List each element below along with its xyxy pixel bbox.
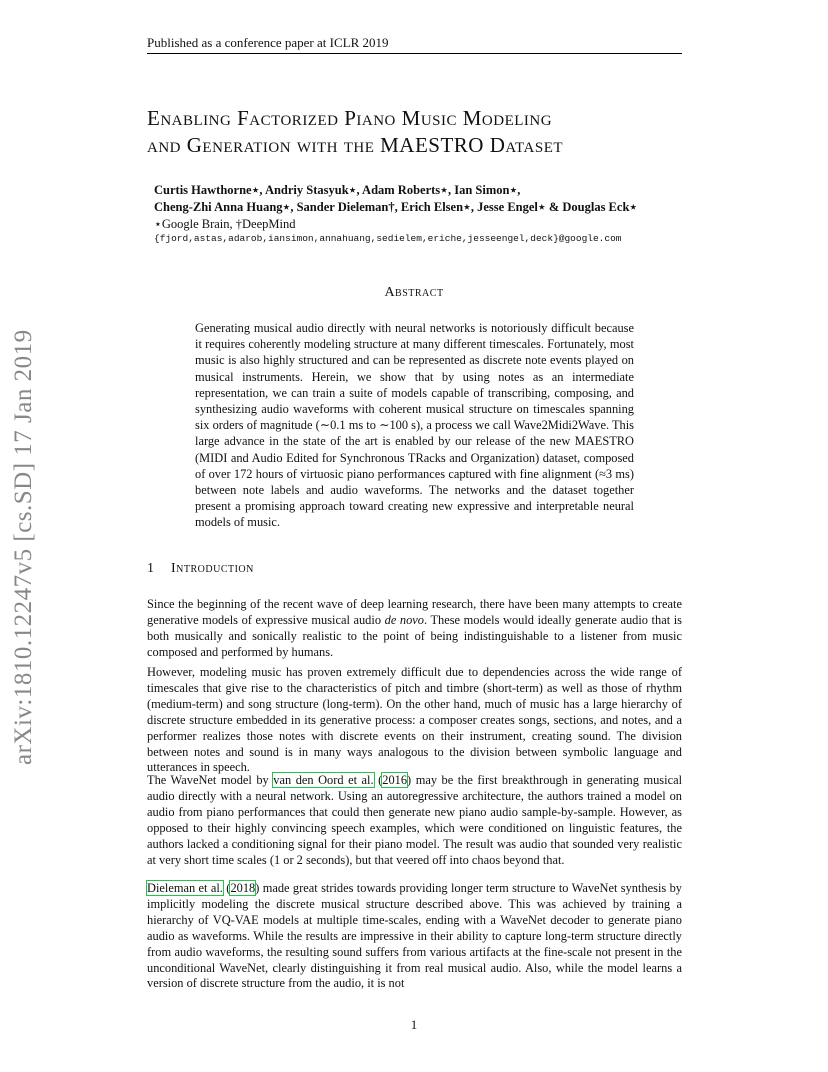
citation-link-dieleman[interactable]: Dieleman et al. [147, 881, 223, 895]
page-number: 1 [410, 1017, 418, 1032]
header-rule [147, 53, 682, 54]
abstract-text: Generating musical audio directly with neural networks is notoriously difficult because it requires coherently modeling structure at many different timescales. Fortunately, most music is also highly structured and can be represented as discrete note events played on musical instruments. Herein, we show that by using notes as an intermediate representation, we can train a suite of models capable of transcribing, composing, and synthesizing audio waveforms with coherent musical structure on timescales spanning six orders of magnitude (∼0.1 ms to ∼100 s), a process we call Wave2Midi2Wave. This large advance in the state of the art is enabled by our release of the new MAESTRO (MIDI and Audio Edited for Synchronous TRacks and Organization) dataset, composed of over 172 hours of virtuosic piano performances captured with fine alignment (≈3 ms) between note labels and audio waveforms. The networks and the dataset together present a promising approach toward creating new expressive and interpretable neural models of music. [195, 321, 634, 530]
section-heading-introduction [147, 561, 254, 577]
intro-paragraph-1 [147, 597, 682, 661]
intro-paragraph-4: Dieleman et al. (2018) made great strides towards providing longer term structure to WaveNet synthesis by implicitly modeling the discrete musical structure described above. This was achieved by training a hierarchy of VQ-VAE models at multiple time-scales, ending with a WaveNet decoder to generate piano audio as waveforms. While the results are impressive in their ability to capture long-term structure directly from audio waveforms, the resulting sound suffers from various artifacts at the fine-scale not present in the unconditional WaveNet, clearly distinguishing it from real musical audio. Also, while the model learns a version of discrete structure from the audio, it is not [147, 881, 682, 991]
paper-title [147, 105, 707, 159]
citation-year-link-2016[interactable]: 2016 [382, 773, 408, 787]
citation-year-link-2018[interactable]: 2018 [230, 881, 256, 895]
section-title: Introduction [171, 561, 254, 576]
arxiv-sidebar-stamp: arXiv:1810.12247v5 [cs.SD] 17 Jan 2019 [10, 329, 37, 765]
intro-paragraph-2: However, modeling music has proven extremely difficult due to dependencies across the wide range of timescales that give rise to the characteristics of pitch and timbre (short-term) as well as those of rhythm (medium-term) and song structure (long-term). On the other hand, much of music has a large hierarchy of discrete structure embedded in its generative process: a composer creates songs, sections, and notes, and a performer realizes those notes with discrete events on their instrument, creating sound. The division between notes and sound is in many ways analogous to the division between symbolic language and utterances in speech. [147, 665, 682, 775]
abstract-heading: Abstract [384, 285, 444, 300]
p4-text-b: ) made great strides towards providing longer term structure to WaveNet synthesis by implicitly modeling the discrete musical structure described above. This was achieved by training a hierarchy of VQ-VAE models at multiple time-scales, ending with a WaveNet decoder to generate piano audio as waveforms. While the results are impressive in their ability to capture long-term structure directly from audio waveforms, the resulting sound suffers from various artifacts at the fine-scale not present in the unconditional WaveNet, clearly distinguishing it from real musical audio. Also, while the model learns a version of discrete structure from the audio, it is not [147, 881, 682, 991]
authors-line-1: Curtis Hawthorne⋆, Andriy Stasyuk⋆, Adam Roberts⋆, Ian Simon⋆, [154, 183, 521, 197]
running-header: Published as a conference paper at ICLR 2019 [147, 35, 389, 50]
p1-text-b: . These models would ideally generate audio that is both musically and sonically realistic to the point of being indistinguishable to a listener from music composed and performed by humans. [147, 612, 682, 659]
title-line-1: Enabling Factorized Piano Music Modeling [147, 106, 553, 130]
p3-text-b: ) may be the first breakthrough in generating musical audio directly with a neural network. Using an autoregressive architecture, the authors trained a model on audio from piano performances that could then generate new piano audio sample-by-sample. However, as opposed to their highly convincing speech examples, which were conditioned on linguistic features, the authors lacked a conditioning signal for their piano model. The result was audio that sounded very realistic at very short time scales (1 or 2 seconds), but that veered off into chaos beyond that. [147, 773, 683, 867]
author-emails[interactable]: {fjord,astas,adarob,iansimon,annahuang,sedielem,eriche,jesseengel,deck}@google.com [154, 233, 622, 244]
title-line-2: and Generation with the MAESTRO Dataset [147, 133, 564, 157]
p1-emphasis: de novo [384, 612, 424, 627]
intro-paragraph-3: The WaveNet model by van den Oord et al. (2016) may be the first breakthrough in generating musical audio directly with a neural network. Using an autoregressive architecture, the authors trained a model on audio from piano performances that could then generate new piano audio sample-by-sample. However, as opposed to their highly convincing speech examples, which were conditioned on linguistic features, the authors lacked a conditioning signal for their piano model. The result was audio that sounded very realistic at very short time scales (1 or 2 seconds), but that veered off into chaos beyond that. [147, 773, 683, 867]
p3-text-a: The WaveNet model by [147, 773, 274, 787]
author-list [154, 182, 694, 216]
citation-link-van-den-oord[interactable]: van den Oord et al. [273, 773, 374, 787]
p1-text-a: Since the beginning of the recent wave of deep learning research, there have been many attempts to create generative models of expressive musical audio [147, 597, 682, 627]
affiliations: ⋆Google Brain, †DeepMind [154, 217, 296, 231]
authors-line-2: Cheng-Zhi Anna Huang⋆, Sander Dieleman†, Erich Elsen⋆, Jesse Engel⋆ & Douglas Eck⋆ [154, 200, 638, 214]
section-number: 1 [147, 561, 155, 576]
